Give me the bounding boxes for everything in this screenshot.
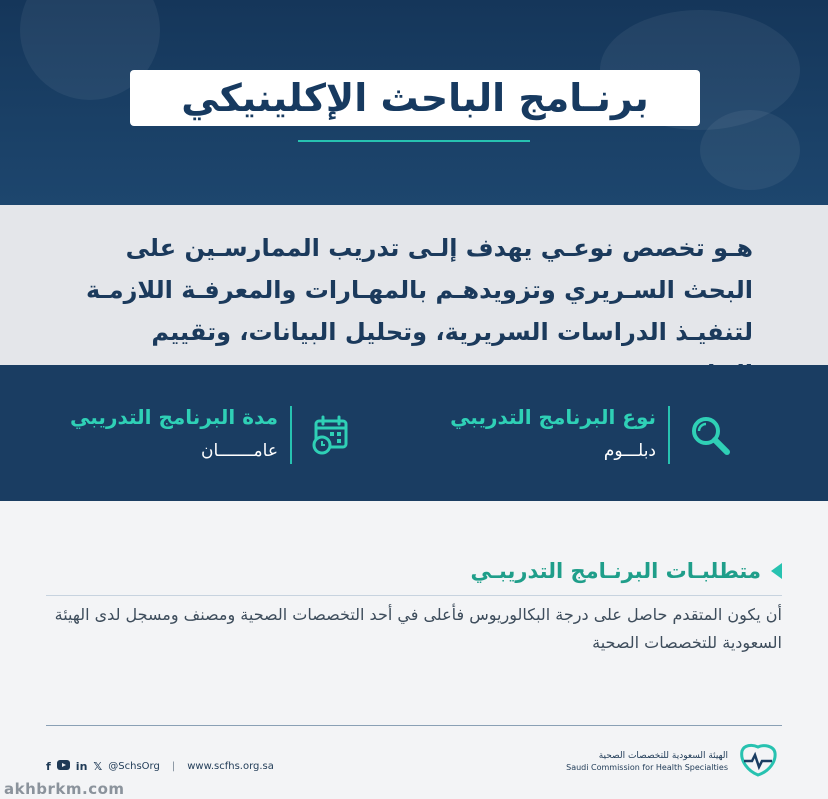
footer-divider <box>46 725 782 726</box>
program-duration-value: عامـــــــان <box>201 441 278 461</box>
footer-separator: | <box>171 760 176 772</box>
x-icon[interactable]: 𝕏 <box>93 759 103 773</box>
requirements-heading-text: متطلبـات البرنـامج التدريبـي <box>470 559 761 583</box>
hero-banner <box>0 0 828 205</box>
description-section <box>0 205 828 365</box>
org-name-en: Saudi Commission for Health Specialties <box>566 763 728 772</box>
facebook-icon[interactable]: f <box>46 759 51 773</box>
title-underline <box>298 140 530 142</box>
triangle-bullet-icon <box>771 563 782 579</box>
linkedin-icon[interactable]: in <box>75 759 88 773</box>
website-link[interactable]: www.scfhs.org.sa <box>187 760 274 772</box>
scfhs-logo-icon <box>736 741 780 783</box>
info-divider <box>668 406 670 464</box>
program-type <box>450 403 738 467</box>
program-duration-label: مدة البرنامج التدريبي <box>70 405 278 429</box>
requirements-heading <box>470 559 782 583</box>
org-name-ar: الهيئة السعودية للتخصصات الصحية <box>598 751 728 761</box>
title-box <box>130 70 700 126</box>
program-info-band <box>0 365 828 501</box>
info-divider <box>290 406 292 464</box>
decor-blob <box>700 110 800 190</box>
youtube-icon[interactable] <box>57 760 70 773</box>
watermark: akhbrkm.com <box>4 780 125 798</box>
page-title: برنـامج الباحث الإكلينيكي <box>181 76 649 120</box>
magnifier-icon <box>682 403 738 467</box>
social-handle[interactable]: @SchsOrg <box>108 760 160 772</box>
description-text: هـو تخصص نوعـي يهدف إلـى تدريب الممارسـين على البحث السـريري وتزويدهـم بالمهـارات والمعرفـة اللازمـة لتنفيـذ الدراسات السريرية، وتحليل البيانات، وتقييم <box>86 234 753 346</box>
org-logo <box>566 742 780 782</box>
requirements-text: أن يكون المتقدم حاصل على درجة البكالوريوس فأعلى في أحد التخصصات الصحية ومصنف ومسجل لدى الهيئة السعودية للتخصصات الصحية <box>54 605 782 652</box>
program-duration <box>70 403 360 467</box>
divider <box>46 595 782 596</box>
program-type-label: نوع البرنامج التدريبي <box>450 405 656 429</box>
footer-social <box>46 758 274 774</box>
program-type-value: دبلـــوم <box>603 441 656 461</box>
calendar-clock-icon <box>304 403 360 467</box>
